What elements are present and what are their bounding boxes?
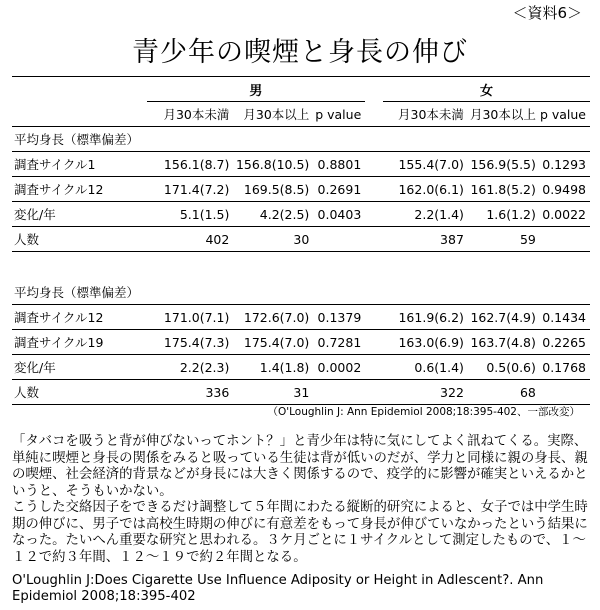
- table-cell: 0.6(1.4): [383, 355, 468, 380]
- row-label: 変化/年: [12, 202, 147, 227]
- row-label: 調査サイクル1: [12, 152, 147, 177]
- table-cell: [540, 380, 590, 405]
- column-header: p value: [540, 102, 590, 127]
- table-cell: 169.5(8.5): [233, 177, 313, 202]
- table-cell: 0.5(0.6): [468, 355, 540, 380]
- table-cell: [313, 380, 365, 405]
- column-header: p value: [313, 102, 365, 127]
- table-cell: 161.9(6.2): [383, 305, 468, 330]
- table-cell: 156.9(5.5): [468, 152, 540, 177]
- document-reference-tag: ＜資料6＞: [512, 4, 582, 22]
- table-cell: 163.7(4.8): [468, 330, 540, 355]
- section-heading-row: [12, 127, 590, 152]
- column-header: 月30本未満: [147, 102, 234, 127]
- row-label: 変化/年: [12, 355, 147, 380]
- table-cell: 0.1768: [540, 355, 590, 380]
- table-row: [12, 227, 590, 252]
- column-header: 月30本以上: [233, 102, 313, 127]
- row-label: 人数: [12, 227, 147, 252]
- table-cell: 156.1(8.7): [147, 152, 234, 177]
- row-label: 調査サイクル12: [12, 177, 147, 202]
- table-cell: 68: [468, 380, 540, 405]
- table-cell: 2.2(2.3): [147, 355, 234, 380]
- table-row: [12, 152, 590, 177]
- table-cell: 5.1(1.5): [147, 202, 234, 227]
- table-cell: 175.4(7.0): [233, 330, 313, 355]
- section-heading: 平均身長（標準偏差）: [12, 127, 590, 152]
- group-header-female: 女: [383, 77, 590, 102]
- table-cell: 0.1293: [540, 152, 590, 177]
- table-cell: 4.2(2.5): [233, 202, 313, 227]
- table-cell: 31: [233, 380, 313, 405]
- table-row: [12, 177, 590, 202]
- table-cell: 387: [383, 227, 468, 252]
- table-cell: 161.8(5.2): [468, 177, 540, 202]
- section-heading: 平均身長（標準偏差）: [12, 280, 590, 305]
- group-header-row: [12, 77, 590, 102]
- table-cell: 402: [147, 227, 234, 252]
- row-label: 調査サイクル12: [12, 305, 147, 330]
- commentary-paragraph: こうした交絡因子をできるだけ調整して５年間にわたる縦断的研究によると、女子では中学生時期の伸びに、男子では高校生時期の伸びに有意差をもって身長が伸びていなかったという結果になった。たいへん重要な研究と思われる。３ケ月ごとに１サイクルとして測定したもので、１～１２で約３年間、１２～１９で約２年間となる。: [12, 500, 588, 565]
- table-cell: 59: [468, 227, 540, 252]
- table-cell: 156.8(10.5): [233, 152, 313, 177]
- table-cell: [313, 227, 365, 252]
- table-cell: 0.1434: [540, 305, 590, 330]
- table-cell: 322: [383, 380, 468, 405]
- column-header: 月30本未満: [383, 102, 468, 127]
- table-row: [12, 330, 590, 355]
- table-cell: 155.4(7.0): [383, 152, 468, 177]
- height-comparison-table: [12, 76, 590, 405]
- column-header: 月30本以上: [468, 102, 540, 127]
- table-cell: 175.4(7.3): [147, 330, 234, 355]
- table-cell: 336: [147, 380, 234, 405]
- row-label: 調査サイクル19: [12, 330, 147, 355]
- table-cell: [540, 227, 590, 252]
- source-note: （O'Loughlin J: Ann Epidemiol 2008;18:395-402、一部改変）: [267, 406, 580, 418]
- table-cell: 30: [233, 227, 313, 252]
- table-cell: 0.9498: [540, 177, 590, 202]
- table-cell: 162.7(4.9): [468, 305, 540, 330]
- table-row: [12, 305, 590, 330]
- table-cell: 0.1379: [313, 305, 365, 330]
- page-title: 青少年の喫煙と身長の伸び: [132, 37, 468, 68]
- section-spacer: [12, 252, 590, 281]
- group-header-male: 男: [147, 77, 366, 102]
- table-cell: 0.7281: [313, 330, 365, 355]
- table-cell: 0.2265: [540, 330, 590, 355]
- table-cell: 0.0022: [540, 202, 590, 227]
- section-heading-row: [12, 280, 590, 305]
- table-cell: 0.8801: [313, 152, 365, 177]
- table-cell: 0.0403: [313, 202, 365, 227]
- table-cell: 163.0(6.9): [383, 330, 468, 355]
- table-row: [12, 202, 590, 227]
- table-cell: 171.4(7.2): [147, 177, 234, 202]
- table-cell: 172.6(7.0): [233, 305, 313, 330]
- commentary-paragraph: 「タバコを吸うと背が伸びないってホント？」と青少年は特に気にしてよく訊ねてくる。実際、単純に喫煙と身長の関係をみると吸っている生徒は背が低いのだが、学力と同様に親の身長、親の喫煙、社会経済的背景などが身長には大きく関係するので、疫学的に影響が確実といえるかというと、そうもいかない。: [12, 434, 588, 499]
- table-row: [12, 380, 590, 405]
- table-cell: 0.0002: [313, 355, 365, 380]
- commentary-text: [12, 434, 592, 566]
- table-cell: 2.2(1.4): [383, 202, 468, 227]
- table-cell: 1.6(1.2): [468, 202, 540, 227]
- table-cell: 171.0(7.1): [147, 305, 234, 330]
- row-label: 人数: [12, 380, 147, 405]
- table-row: [12, 355, 590, 380]
- table-cell: 1.4(1.8): [233, 355, 313, 380]
- citation: O'Loughlin J:Does Cigarette Use Influence Adiposity or Height in Adlescent?. Ann Epidemiol 2008;18:395-402: [12, 573, 544, 604]
- column-header-row: [12, 102, 590, 127]
- table-cell: 162.0(6.1): [383, 177, 468, 202]
- table-cell: 0.2691: [313, 177, 365, 202]
